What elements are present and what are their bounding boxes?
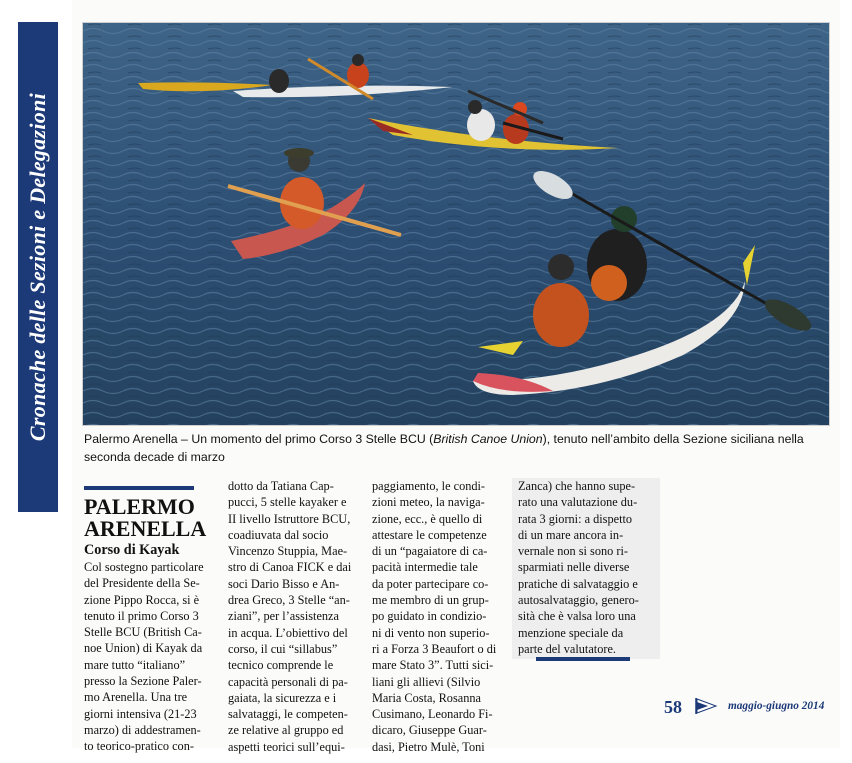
kayak-photo [82,22,830,426]
section-band [18,22,58,512]
article-column-1: Col sostegno particolare del Presidente della Se- zione Pippo Rocca, si è tenuto il primo Corso 3 Stelle BCU (British Ca- noe Union) di Kayak da mare tutto “italiano” presso la Sezione Paler- mo Arenella. Una tre giorni intensiva (21-23 marzo) di addestramen- to teorico-pratico con- [84,560,204,754]
page-number: 58 [664,697,682,717]
caption-prefix: Palermo Arenella – Un momento del primo Corso 3 Stelle BCU ( [84,432,434,446]
end-rule [536,657,630,661]
article-title: PALERMO ARENELLA [84,494,207,541]
article-subtitle: Corso di Kayak [84,542,180,558]
article-column-4: Zanca) che hanno supe- rato una valutazione du- rata 3 giorni: a dispetto di un mare ancora in- vernale non si sono ri- sparmiati nelle diverse pratiche di salvataggio e autosalvataggio, genero- sità che è valsa loro una menzione speciale da parte del valutatore. [512,478,660,659]
section-title: Cronache delle Sezioni e Delegazioni [25,92,51,442]
issue-date: maggio-giugno 2014 [728,700,825,712]
flag-icon [694,697,718,715]
article-column-2: dotto da Tatiana Cap- pucci, 5 stelle kayaker e II livello Istruttore BCU, coadiuvata dal socio Vincenzo Stuppia, Mae- stro di Canoa FICK e dai soci Dario Bisso e An- drea Greco, 3 Stelle “an- ziani”, per l’assistenza in acqua. L’obiettivo del corso, il cui “sillabus” tecnico comprende le capacità personali di pa- gaiata, la sicurezza e i salvataggi, le competen- ze relative al gruppo ed aspetti teorici sull’equi- [228,479,352,754]
photo-caption [84,430,829,466]
title-rule [84,486,194,490]
article-column-3: paggiamento, le condi- zioni meteo, la naviga- zione, ecc., è quello di attestare le competenze di un “pagaiatore di ca- pacità intermedie tale da poter partecipare co- me membro di un grup- po guidato in condizio- ni di vento non superio- ri a Forza 3 Beaufort o di mare Stato 3”. Tutti sici- liani gli allievi (Silvio Maria Costa, Rosanna Cusimano, Leonardo Fi- dicaro, Giuseppe Guar- dasi, Pietro Mulè, Toni [372,479,497,754]
caption-suffix: ), tenuto nell’ambito della Sezione siciliana nella seconda decade di marzo [84,432,804,464]
kayak-photo-image [83,23,829,425]
caption-emphasis: British Canoe Union [433,432,543,446]
